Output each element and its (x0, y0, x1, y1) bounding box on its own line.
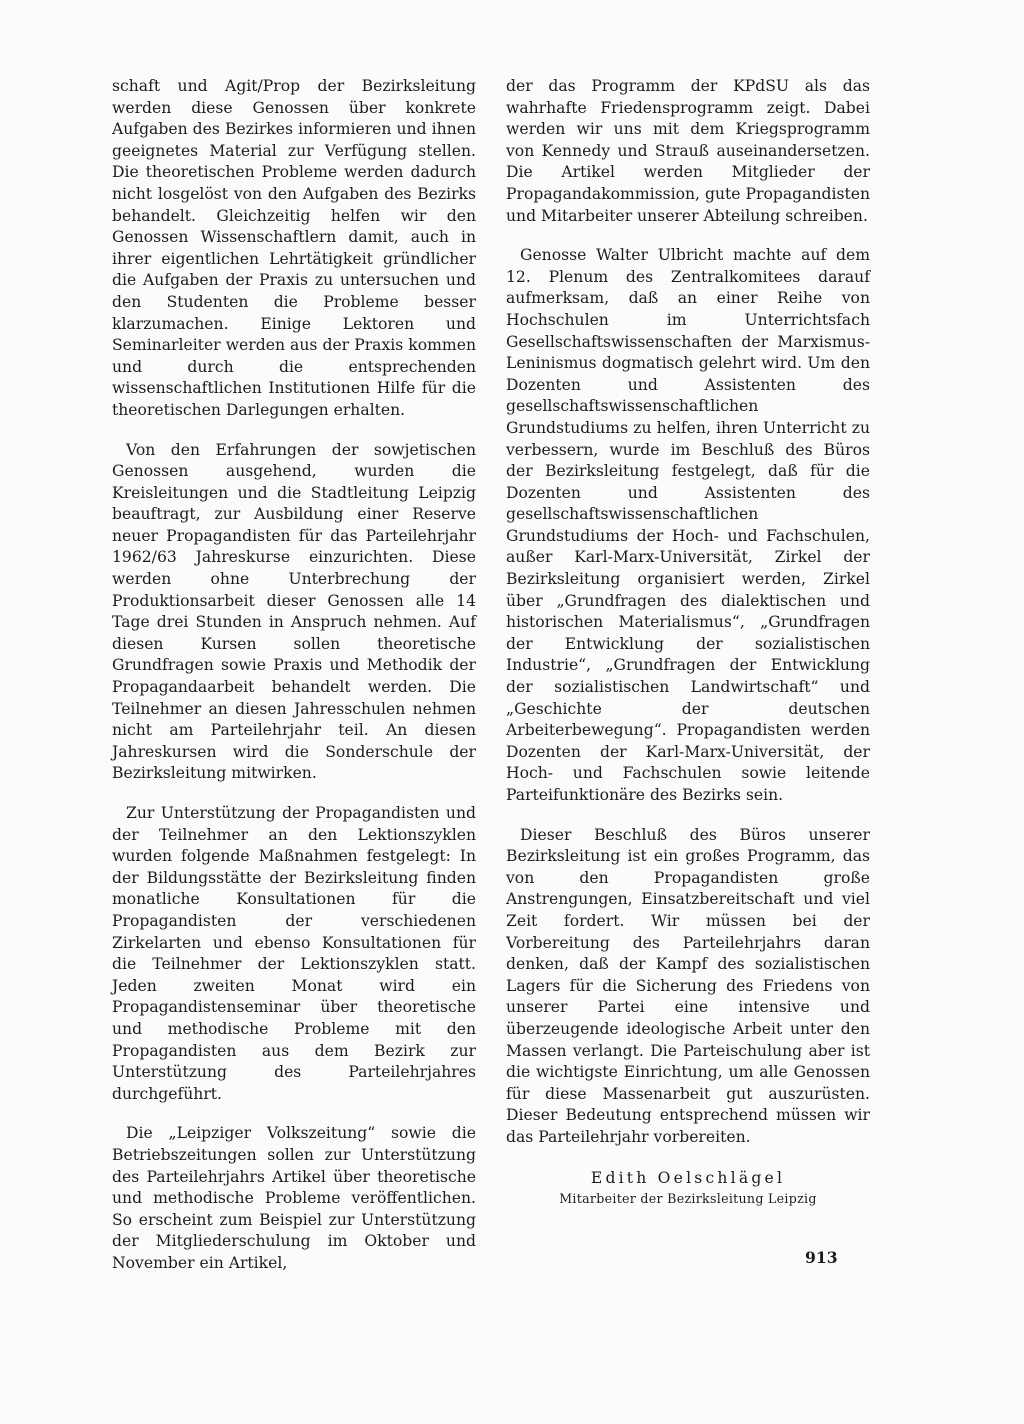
document-page (112, 76, 874, 1376)
right-column (506, 76, 870, 1209)
paragraph: Zur Unterstützung der Propagandisten und der Teilnehmer an den Lektionszyklen wurden folgende Maßnahmen festgelegt: In der Bildungsstätte der Bezirksleitung finden monatliche Konsultationen für die Propagandisten der verschiedenen Zirkelarten und ebenso Konsultationen für die Teilnehmer der Lektionszyklen statt. Jeden zweiten Monat wird ein Propagandistenseminar über theoretische und methodische Probleme mit den Propagandisten aus dem Bezirk zur Unterstützung des Parteilehrjahres durchgeführt. (112, 804, 476, 1103)
paragraph: Die „Leipziger Volkszeitung“ sowie die Betriebszeitungen sollen zur Unterstützung des Parteilehrjahrs Artikel über theoretische und methodische Probleme veröffentlichen. So erscheint zum Beispiel zur Unterstützung der Mitgliederschulung im Oktober und November ein Artikel, (112, 1124, 476, 1272)
paragraph: Dieser Beschluß des Büros unserer Bezirksleitung ist ein großes Programm, das von den Propagandisten große Anstrengungen, Einsatzbereitschaft und viel Zeit fordert. Wir müssen bei der Vorbereitung des Parteilehrjahrs daran denken, daß der Kampf des sozialistischen Lagers für die Sicherung des Friedens von unserer Partei eine intensive und überzeugende ideologische Arbeit unter den Massen verlangt. Die Parteischulung aber ist die wichtigste Einrichtung, um alle Genossen für diese Massenarbeit gut auszurüsten. Dieser Bedeutung entsprechend müssen wir das Parteilehrjahr vorbereiten. (506, 825, 870, 1146)
page-number: 913 (805, 1248, 838, 1267)
paragraph: Genosse Walter Ulbricht machte auf dem 12. Plenum des Zentralkomitees darauf aufmerksam, daß an einer Reihe von Hochschulen im Unterrichtsfach Gesellschaftswissenschaften der Marxismus-Leninismus dogmatisch gelehrt wird. Um den Dozenten und Assistenten des gesellschaftswissenschaftlichen Grundstudiums zu helfen, ihren Unterricht zu verbessern, wurde im Beschluß des Büros der Bezirksleitung festgelegt, daß für die Dozenten und Assistenten des gesellschaftswissenschaftlichen Grundstudiums der Hoch- und Fachschulen, außer Karl-Marx-Universität, Zirkel der Bezirksleitung organisiert werden, Zirkel über „Grundfragen des dialektischen und historischen Materialismus“, „Grundfragen der Entwicklung der sozialistischen Industrie“, „Grundfragen der Entwicklung der sozialistischen Landwirtschaft“ und „Geschichte der deutschen Arbeiterbewegung“. Propagandisten werden Dozenten der Karl-Marx-Universität, der Hoch- und Fachschulen sowie leitende Parteifunktionäre des Bezirks sein. (506, 246, 870, 804)
left-column (112, 76, 476, 1292)
paragraph: der das Programm der KPdSU als das wahrhafte Friedensprogramm zeigt. Dabei werden wir uns mit dem Kriegsprogramm von Kennedy und Strauß auseinandersetzen. Die Artikel werden Mitglieder der Propagandakommission, gute Propagandisten und Mitarbeiter unserer Abteilung schreiben. (506, 77, 870, 225)
paragraph: schaft und Agit/Prop der Bezirksleitung werden diese Genossen über konkrete Aufgaben des Bezirkes informieren und ihnen geeignetes Material zur Verfügung stellen. Die theoretischen Probleme werden dadurch nicht losgelöst von den Aufgaben des Bezirks behandelt. Gleichzeitig helfen wir den Genossen Wissenschaftlern damit, auch in ihrer eigentlichen Lehrtätigkeit gründlicher die Aufgaben der Praxis zu untersuchen und den Studenten die Probleme besser klarzumachen. Einige Lektoren und Seminarleiter werden aus der Praxis kommen und durch die entsprechenden wissenschaftlichen Institutionen Hilfe für die theoretischen Darlegungen erhalten. (112, 77, 476, 419)
paragraph: Von den Erfahrungen der sowjetischen Genossen ausgehend, wurden die Kreisleitungen und die Stadtleitung Leipzig beauftragt, zur Ausbildung einer Reserve neuer Propagandisten für das Parteilehrjahr 1962/63 Jahreskurse einzurichten. Diese werden ohne Unterbrechung der Produktionsarbeit dieser Genossen alle 14 Tage drei Stunden in Anspruch nehmen. Auf diesen Kursen sollen theoretische Grundfragen sowie Praxis und Methodik der Propagandaarbeit behandelt werden. Die Teilnehmer an diesen Jahresschulen nehmen nicht am Parteilehrjahr teil. An diesen Jahreskursen wird die Sonderschule der Bezirksleitung mitwirken. (112, 440, 476, 783)
author-role: Mitarbeiter der Bezirksleitung Leipzig (559, 1190, 817, 1206)
author-name: Edith Oelschlägel (590, 1168, 786, 1187)
